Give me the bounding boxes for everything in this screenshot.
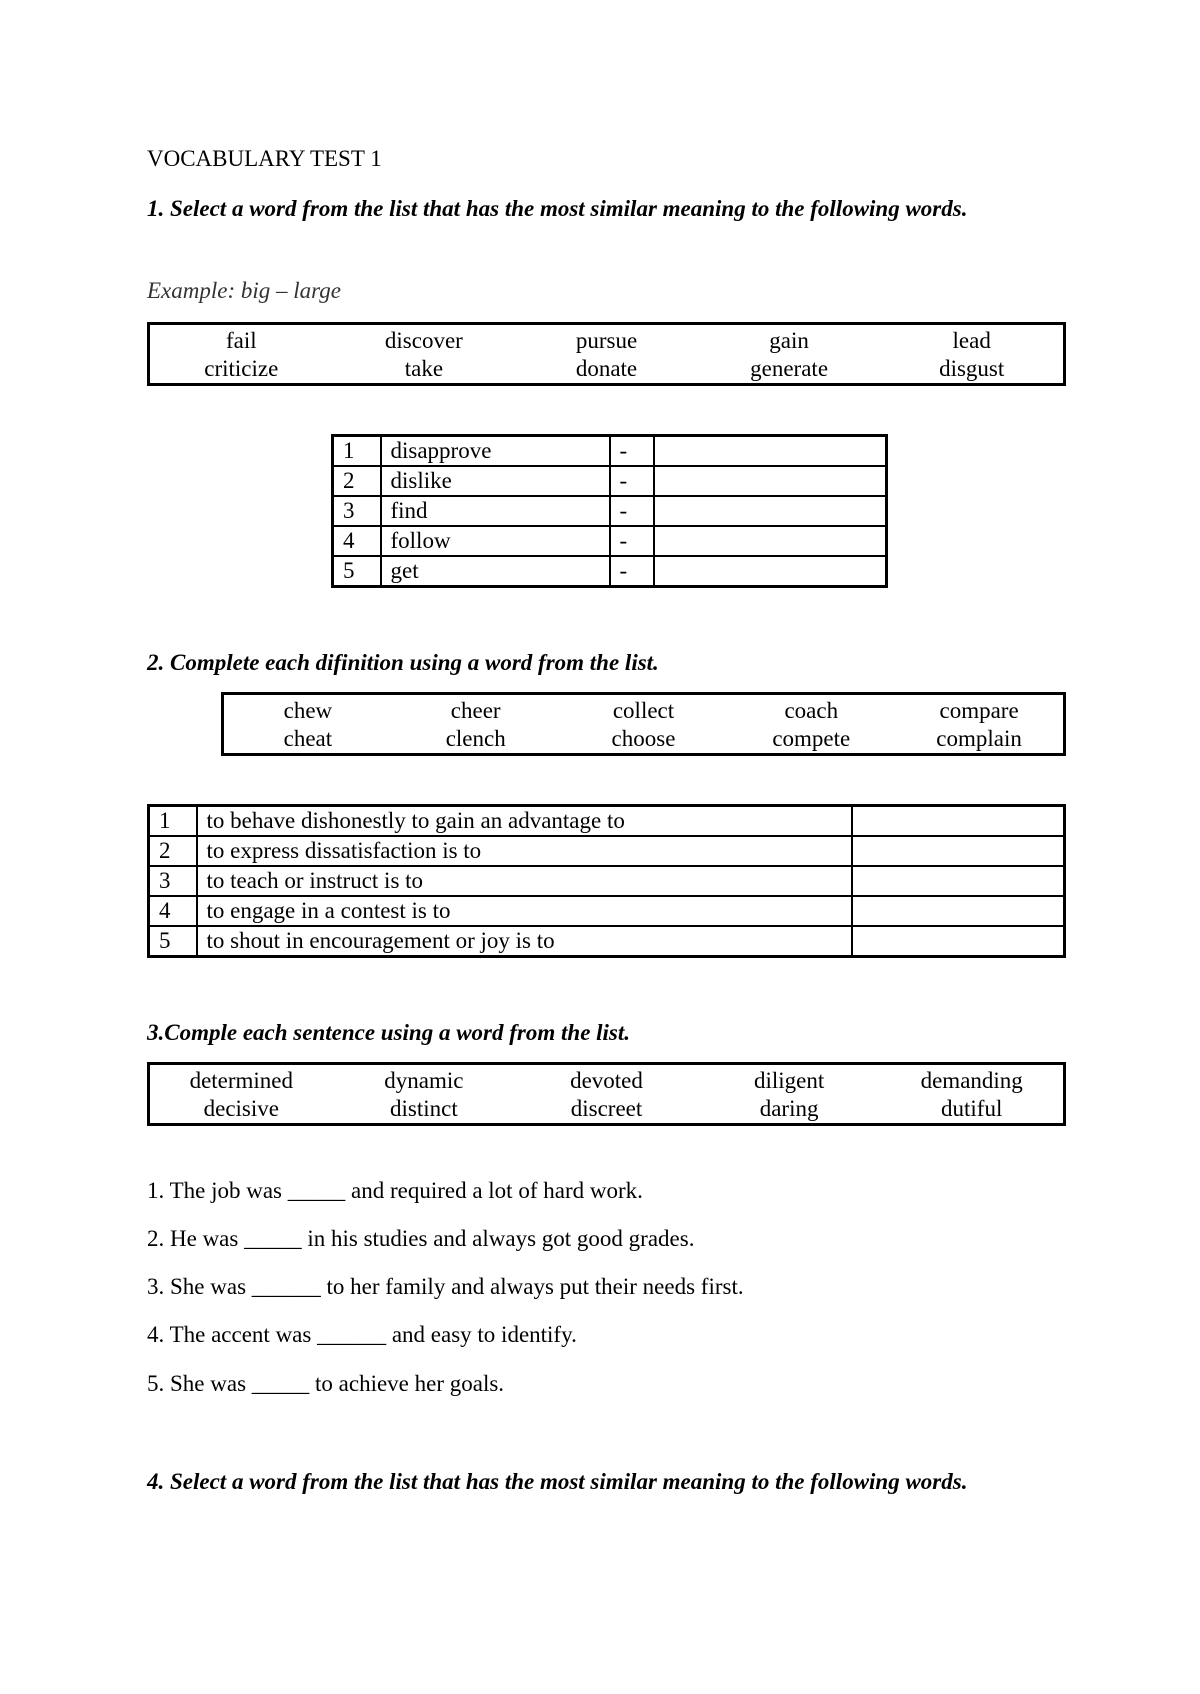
answer-cell[interactable] [852,926,1065,957]
answer-cell[interactable] [852,866,1065,896]
row-number: 4 [333,526,381,556]
definition: to engage in a contest is to [197,896,852,926]
table-row [149,836,1065,866]
table-row [149,926,1065,957]
target-word: find [381,496,610,526]
word-list-1 [147,322,1066,386]
table-row [333,436,887,467]
word-list-item: fail [225,328,257,353]
answer-cell[interactable] [654,556,887,587]
word-list-item: demanding [920,1068,1023,1093]
answer-cell[interactable] [654,436,887,467]
word-list-item: chew [283,698,333,723]
sentence-item: 4. The accent was ______ and easy to identify. [147,1322,577,1347]
section-2-heading: 2. Complete each difinition using a word from the list. [147,650,659,675]
word-list-item: coach [784,698,839,723]
target-word: dislike [381,466,610,496]
word-list-item: pursue [575,328,638,353]
dash: - [610,496,654,526]
word-list-item: compete [772,726,851,751]
row-number: 3 [333,496,381,526]
dash: - [610,526,654,556]
word-list-item: criticize [204,356,279,381]
row-number: 5 [149,926,197,957]
sentence-item: 1. The job was _____ and required a lot of hard work. [147,1178,643,1203]
target-word: get [381,556,610,587]
word-list-item: cheer [450,698,501,723]
dash: - [610,436,654,467]
target-word: disapprove [381,436,610,467]
word-list-item: lead [952,328,991,353]
word-list-item: discreet [570,1096,643,1121]
section-1-heading: 1. Select a word from the list that has the most similar meaning to the following words. [147,196,968,221]
answer-cell[interactable] [852,896,1065,926]
row-number: 1 [333,436,381,467]
answer-cell[interactable] [654,466,887,496]
table-row [149,896,1065,926]
word-list-item: generate [750,356,829,381]
word-list-item: collect [612,698,675,723]
word-list-item: cheat [283,726,333,751]
table-row [333,556,887,587]
word-list-item: clench [445,726,506,751]
sentence-item: 2. He was _____ in his studies and always got good grades. [147,1226,695,1251]
definition-table [147,804,1066,958]
word-list-item: daring [759,1096,819,1121]
word-list-item: choose [611,726,676,751]
table-row [149,866,1065,896]
word-list-item: compare [939,698,1019,723]
synonym-table-1 [331,434,888,588]
table-row [333,466,887,496]
answer-cell[interactable] [852,836,1065,866]
dash: - [610,556,654,587]
row-number: 2 [333,466,381,496]
word-list-item: complain [936,726,1022,751]
row-number: 3 [149,866,197,896]
sentence-item: 5. She was _____ to achieve her goals. [147,1371,505,1396]
row-number: 5 [333,556,381,587]
word-list-item: diligent [753,1068,825,1093]
word-list-item: decisive [203,1096,279,1121]
table-row [333,526,887,556]
word-list-item: devoted [570,1068,643,1093]
table-row [149,806,1065,837]
word-list-item: distinct [390,1096,458,1121]
answer-cell[interactable] [852,806,1065,837]
section-3-heading: 3.Comple each sentence using a word from the list. [147,1020,631,1045]
answer-cell[interactable] [654,496,887,526]
page-title: VOCABULARY TEST 1 [147,146,382,171]
word-list-3 [147,1062,1066,1126]
word-list-item: dynamic [384,1068,464,1093]
target-word: follow [381,526,610,556]
word-list-item: donate [575,356,638,381]
word-list-item: take [404,356,444,381]
word-list-item: dutiful [941,1096,1003,1121]
definition: to shout in encouragement or joy is to [197,926,852,957]
definition: to teach or instruct is to [197,866,852,896]
word-list-item: gain [769,328,809,353]
word-list-2 [221,692,1066,756]
definition: to express dissatisfaction is to [197,836,852,866]
row-number: 2 [149,836,197,866]
dash: - [610,466,654,496]
row-number: 1 [149,806,197,837]
row-number: 4 [149,896,197,926]
sentence-item: 3. She was ______ to her family and always put their needs first. [147,1274,744,1299]
word-list-item: disgust [939,356,1005,381]
definition: to behave dishonestly to gain an advantage to [197,806,852,837]
example-text: Example: big – large [147,278,341,303]
word-list-item: discover [384,328,463,353]
table-row [333,496,887,526]
word-list-item: determined [189,1068,294,1093]
section-4-heading: 4. Select a word from the list that has the most similar meaning to the following words. [147,1469,968,1494]
answer-cell[interactable] [654,526,887,556]
